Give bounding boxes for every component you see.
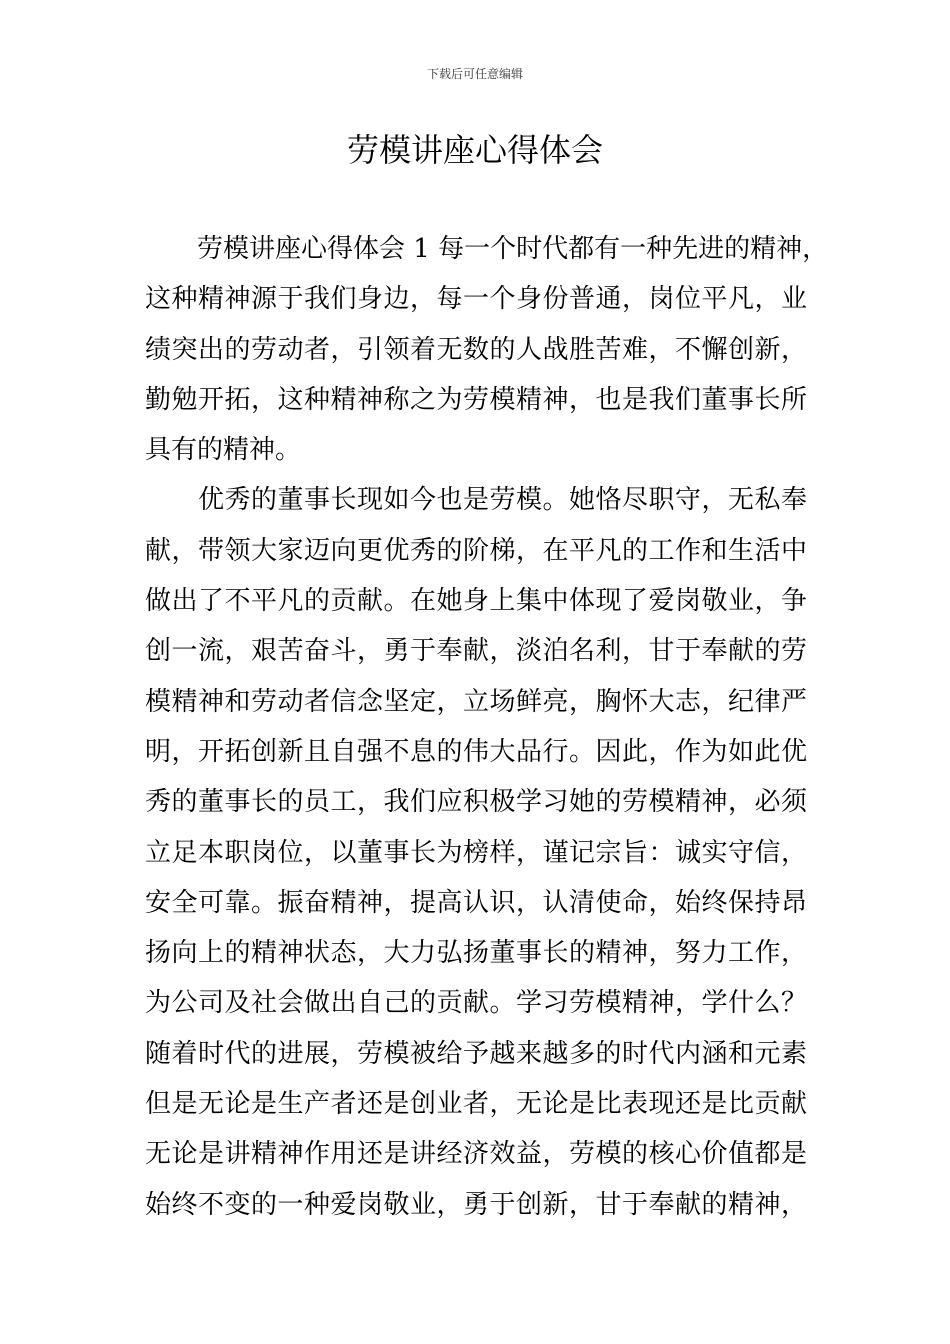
text-line: 绩突出的劳动者，引领着无数的人战胜苦难，不懈创新， [145, 334, 807, 365]
paragraph-1 [145, 224, 829, 475]
text-line: 始终不变的一种爱岗敬业，勇于创新，甘于奉献的精神， [145, 1189, 807, 1220]
document-title: 劳模讲座心得体会 [346, 131, 603, 169]
text-line: 具有的精神。 [145, 435, 302, 466]
text-line: 随着时代的进展，劳模被给予越来越多的时代内涵和元素 [145, 1038, 807, 1069]
text-line: 明，开拓创新且自强不息的伟大品行。因此，作为如此优 [145, 736, 807, 767]
text-line: 勤勉开拓，这种精神称之为劳模精神，也是我们董事长所 [145, 384, 807, 415]
text-line: 无论是讲精神作用还是讲经济效益，劳模的核心价值都是 [145, 1139, 807, 1170]
text-line: 但是无论是生产者还是创业者，无论是比表现还是比贡献 [145, 1089, 807, 1120]
text-line: 秀的董事长的员工，我们应积极学习她的劳模精神，必须 [145, 787, 807, 818]
page-header-note: 下载后可任意编辑 [426, 67, 523, 81]
text-line: 优秀的董事长现如今也是劳模。她恪尽职守，无私奉 [145, 485, 807, 516]
text-line: 献，带领大家迈向更优秀的阶梯，在平凡的工作和生活中 [145, 535, 807, 566]
text-line: 模精神和劳动者信念坚定，立场鲜亮，胸怀大志，纪律严 [145, 686, 807, 717]
text-line: 这种精神源于我们身边，每一个身份普通，岗位平凡，业 [145, 284, 807, 315]
text-line: 做出了不平凡的贡献。在她身上集中体现了爱岗敬业，争 [145, 586, 807, 617]
text-line: 劳模讲座心得体会 1 每一个时代都有一种先进的精神， [145, 234, 829, 264]
text-line: 创一流，艰苦奋斗，勇于奉献，淡泊名利，甘于奉献的劳 [145, 636, 807, 667]
text-line: 立足本职岗位，以董事长为榜样，谨记宗旨：诚实守信， [145, 837, 807, 868]
text-line: 安全可靠。振奋精神，提高认识，认清使命，始终保持昂 [145, 887, 807, 918]
document-body [145, 224, 829, 1230]
text-line: 为公司及社会做出自己的贡献。学习劳模精神，学什么？ [145, 988, 807, 1019]
paragraph-2 [145, 475, 807, 1229]
text-line: 扬向上的精神状态，大力弘扬董事长的精神，努力工作， [145, 938, 807, 969]
